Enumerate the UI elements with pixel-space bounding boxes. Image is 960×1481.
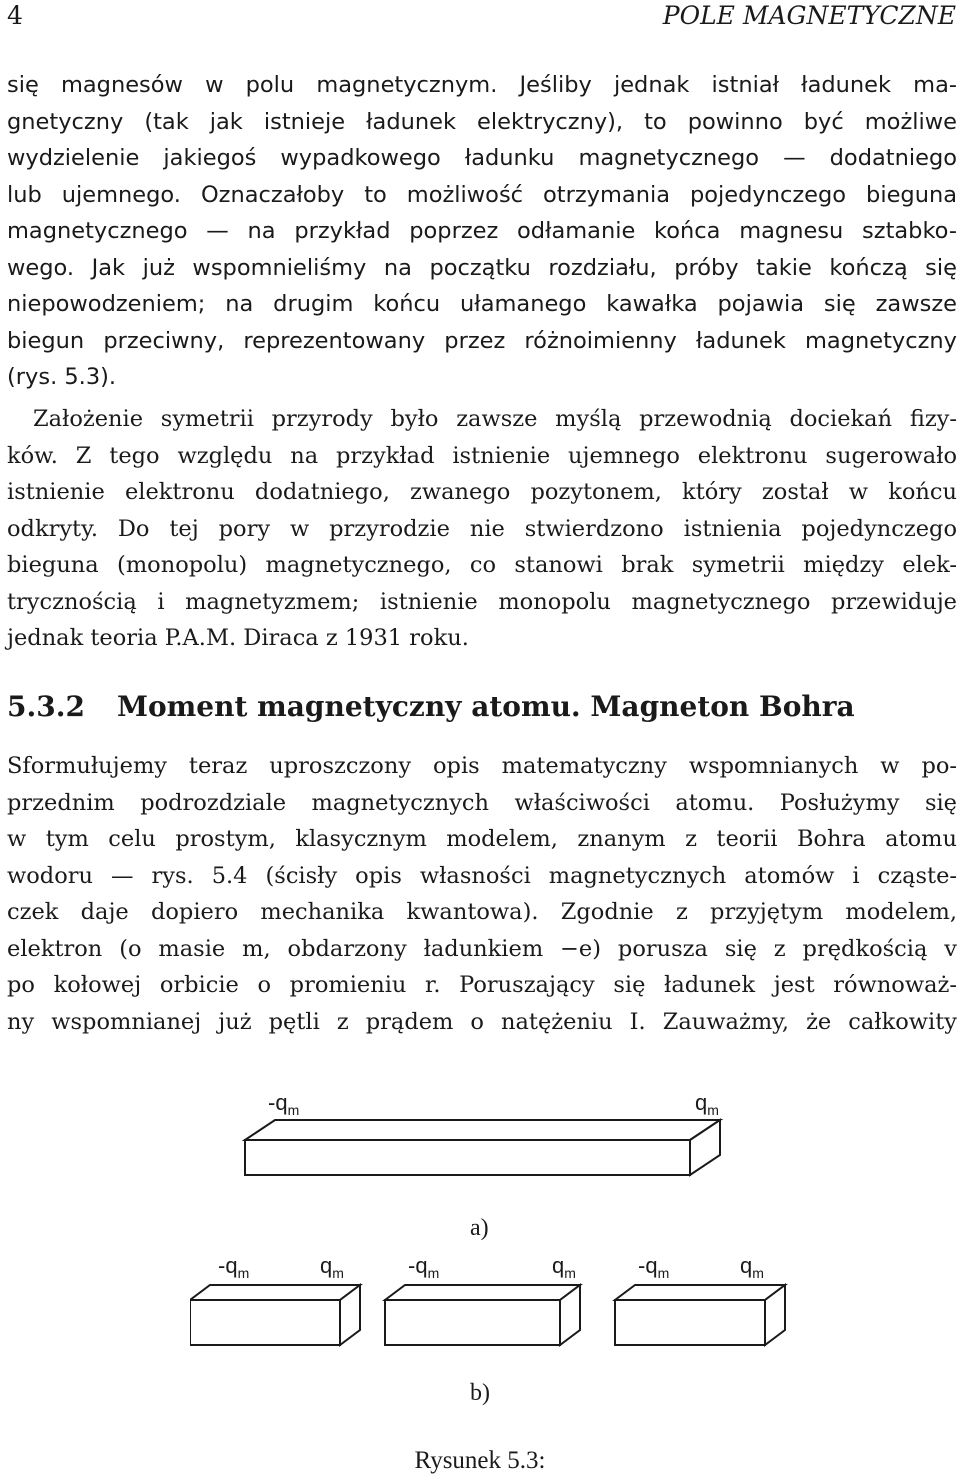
text-line: trycznością i magnetyzmem; istnienie monopolu magnetycznego przewiduje (7, 588, 957, 615)
magnet-a-pos-label: $q_m$ (695, 1090, 719, 1118)
text-line: istnienie elektronu dodatniego, zwanego pozytonem, który został w końcu (7, 479, 957, 505)
text-line: lub ujemnego. Oznaczałoby to możliwość otrzymania pojedynczego bieguna (7, 181, 957, 208)
page-header (7, 0, 956, 30)
magnet-b1-pos-label: $q_m$ (320, 1253, 344, 1281)
text-line: ny wspomnianej już pętli z prądem o natężeniu I. Zauważmy, że całkowity (7, 1008, 957, 1035)
magnet-b3 (615, 1285, 785, 1345)
text-line: po kołowej orbicie o promieniu r. Poruszający się ładunek jest równoważ- (7, 972, 957, 998)
text-line: jednak teoria P.A.M. Diraca z 1931 roku. (7, 625, 469, 651)
text-line: bieguna (monopolu) magnetycznego, co stanowi brak symetrii między elek- (7, 552, 957, 578)
label-b: b) (470, 1380, 490, 1406)
section-title: Moment magnetyczny atomu. Magneton Bohra (117, 690, 855, 723)
text-line: ków. Z tego względu na przykład istnienie ujemnego elektronu sugerowało (7, 442, 957, 469)
text-line: wego. Jak już wspomnieliśmy na początku rozdziału, próby takie kończą się (7, 254, 957, 281)
text-line: wodoru — rys. 5.4 (ścisły opis własności magnetycznych atomów i cząste- (7, 862, 957, 889)
paragraph-3 (7, 748, 957, 1040)
text-line: w tym celu prostym, klasycznym modelem, znanym z teorii Bohra atomu (7, 826, 957, 852)
text-line: magnetycznego — na przykład poprzez odłamanie końca magnesu sztabko- (7, 218, 957, 244)
running-title: POLE MAGNETYCZNE (662, 0, 956, 30)
text-line: odkryty. Do tej pory w przyrodzie nie stwierdzono istnienia pojedynczego (7, 515, 957, 542)
magnet-b3-neg-label: $-q_m$ (638, 1253, 670, 1281)
magnet-a-neg-label: $-q_m$ (268, 1090, 300, 1118)
figure-caption: Rysunek 5.3: (414, 1447, 546, 1474)
text-line: Sformułujemy teraz uproszczony opis matematyczny wspomnianych w po- (7, 753, 957, 779)
magnet-b2-neg-label: $-q_m$ (408, 1253, 440, 1281)
magnet-b3-pos-label: $q_m$ (740, 1253, 764, 1281)
magnet-b2 (385, 1285, 580, 1345)
label-a: a) (470, 1215, 489, 1241)
text-line: się magnesów w polu magnetycznym. Jeśliby jednak istniał ładunek ma- (7, 72, 957, 98)
paragraph-2 (7, 401, 957, 657)
text-line: czek daje dopiero mechanika kwantowa). Zgodnie z przyjętym modelem, (7, 899, 957, 925)
magnet-b2-pos-label: $q_m$ (552, 1253, 576, 1281)
text-line: przednim podrozdziale magnetycznych właściwości atomu. Posłużymy się (7, 789, 957, 816)
paragraph-1 (7, 67, 957, 396)
text-line: wydzielenie jakiegoś wypadkowego ładunku magnetycznego — dodatniego (7, 145, 957, 171)
magnet-b1-neg-label: $-q_m$ (218, 1253, 250, 1281)
text-line: niepowodzeniem; na drugim końcu ułamanego kawałka pojawia się zawsze (7, 291, 957, 317)
magnet-a (245, 1120, 720, 1175)
page-number: 4 (7, 0, 23, 30)
section-heading (7, 690, 855, 723)
text-line: Założenie symetrii przyrody było zawsze myślą przewodnią dociekań fizy- (33, 406, 957, 432)
figure-bar-magnets (190, 1080, 790, 1410)
text-line: biegun przeciwny, reprezentowany przez różnoimienny ładunek magnetyczny (7, 327, 957, 354)
text-line: elektron (o masie m, obdarzony ładunkiem −e) porusza się z prędkością v (7, 935, 957, 962)
text-line: (rys. 5.3). (7, 364, 117, 390)
text-line: gnetyczny (tak jak istnieje ładunek elektryczny), to powinno być możliwe (7, 108, 957, 135)
section-number: 5.3.2 (7, 690, 85, 723)
magnet-b1 (190, 1285, 360, 1345)
